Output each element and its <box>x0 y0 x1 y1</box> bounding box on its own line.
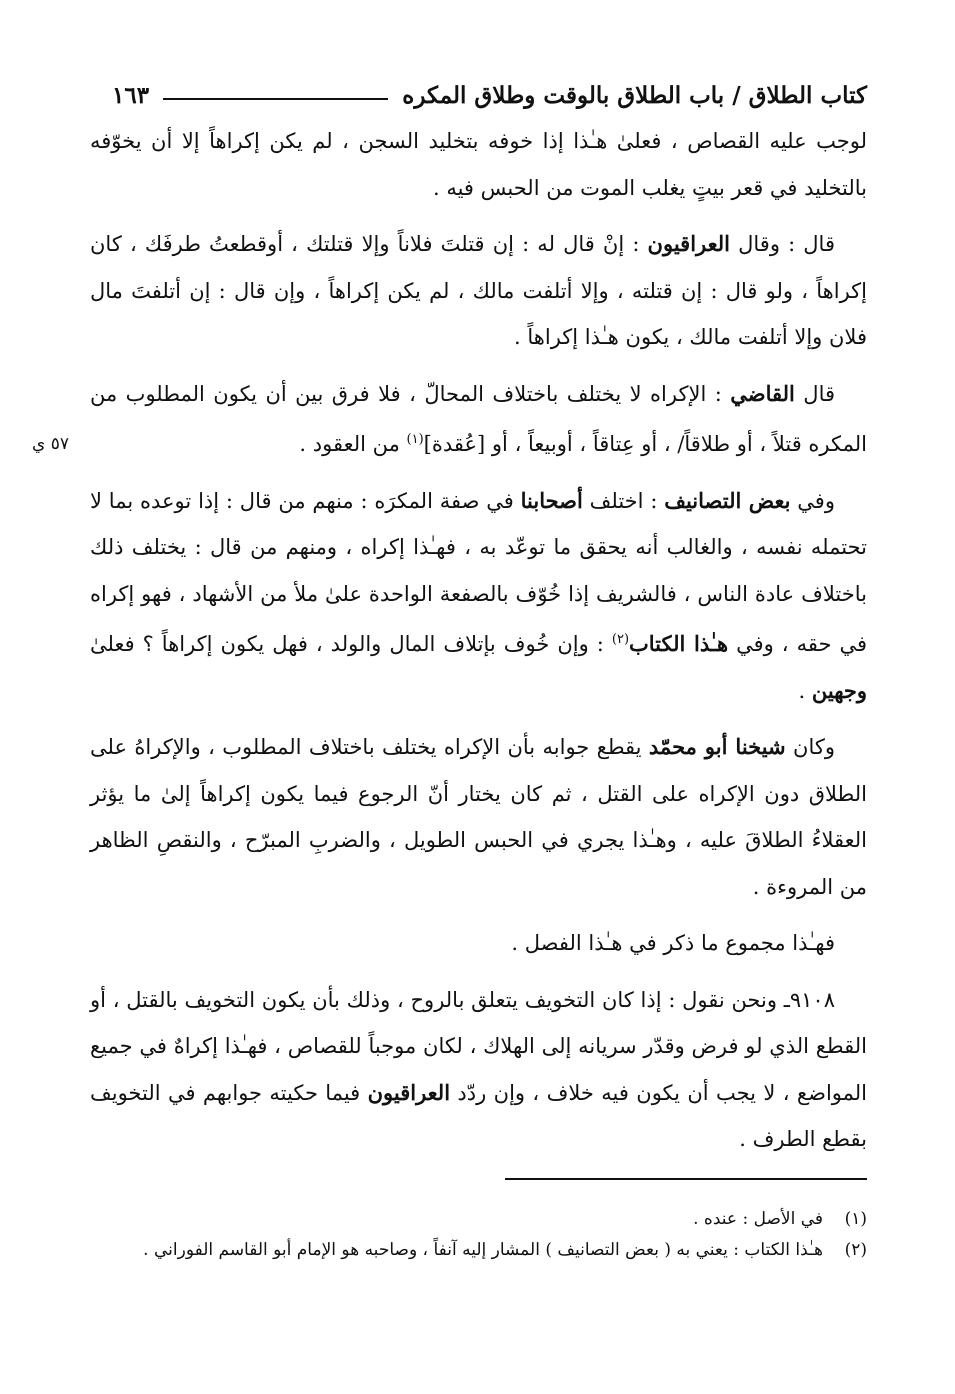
text-run: في صفة المكرَه : منهم من قال : إذا توعده بما لا تحتمله نفسه ، والغالب أنه يحقق ما توعّد به ، فهـٰذا إكراه ، ومنهم من قال : يختلف ذلك باختلاف عادة الناس ، فالشريف إذا خُوّف بالصفعة الواحدة علىٰ ملأ من الأشهاد ، فهو إكراه في حقه ، وفي <box>90 488 867 656</box>
text-run: قال : وقال <box>729 232 835 256</box>
footnote-marker: (٢) <box>611 632 630 647</box>
bold-term: بعض التصانيف <box>664 487 791 513</box>
footnote-marker: (١) <box>406 432 424 447</box>
main-text <box>90 118 867 1173</box>
paragraph <box>90 371 867 468</box>
footnote-separator <box>505 1178 867 1180</box>
text-run: فهـٰذا مجموع ما ذكر في هـٰذا الفصل . <box>511 931 835 955</box>
bold-term: شيخنا أبو محمّد <box>648 734 786 759</box>
bold-term: القاضي <box>730 380 795 406</box>
header-rule <box>163 98 388 100</box>
paragraph <box>90 724 867 910</box>
paragraph <box>90 478 867 715</box>
paragraph <box>90 977 867 1163</box>
text-run: : اختلف <box>582 488 665 513</box>
footnote-number: (٢) <box>844 1240 867 1260</box>
footnotes <box>90 1204 867 1266</box>
footnote-text: في الأصل : عنده . <box>693 1209 823 1229</box>
paragraph <box>90 920 867 967</box>
running-header <box>112 78 867 112</box>
text-run: لوجب عليه القصاص ، فعلىٰ هـٰذا إذا خوفه بتخليد السجن ، لم يكن إكراهاً إلا أن يخوّفه بالتخليد في قعر بيتٍ يغلب الموت من الحبس فيه . <box>90 129 867 200</box>
text-run: وفي <box>790 488 835 513</box>
header-title: كتاب الطلاق / باب الطلاق بالوقت وطلاق المكره <box>402 81 867 109</box>
text-run: قال <box>794 381 836 406</box>
text-run: من العقود . <box>299 432 407 456</box>
margin-reference: ٥٧ ي <box>32 434 69 454</box>
paragraph <box>90 221 867 361</box>
bold-term: العراقيون <box>367 1079 451 1105</box>
page-number: ١٦٣ <box>112 81 150 109</box>
text-run: وكان <box>785 735 835 759</box>
text-run: : الإكراه لا يختلف باختلاف المحالّ ، فلا فرق بين أن يكون المطلوب من المكره قتلاً ، أو طلاقاً/ ، أو عِتاقاً ، أوبيعاً ، أو [عُقدة] <box>90 381 867 456</box>
paragraph <box>90 118 867 211</box>
bold-term: وجهين <box>811 677 867 703</box>
bold-term: العراقيون <box>647 231 730 256</box>
text-run: : إنْ قال له : إن قتلتَ فلاناً وإلا قتلتك ، أوقطعتُ طرفَك ، كان إكراهاً ، ولو قال : إن قتلته ، وإلا أتلفت مالك ، لم يكن إكراهاً ، وإن قال : إن أتلفتَ مال فلان وإلا أتلفت مالك ، يكون هـٰذا إكراهاً . <box>90 232 867 349</box>
text-run: . <box>798 678 812 703</box>
footnote <box>90 1235 867 1266</box>
bold-term: هـٰذا الكتاب <box>629 631 729 656</box>
text-run: فيما حكيته جوابهم في التخويف بقطع الطرف . <box>90 1080 867 1151</box>
footnote <box>90 1204 867 1235</box>
footnote-number: (١) <box>844 1209 867 1229</box>
footnote-text: هـٰذا الكتاب : يعني به ( بعض التصانيف ) المشار إليه آنفاً ، وصاحبه هو الإمام أبو القاسم الفوراني . <box>143 1240 823 1260</box>
text-run: ٩١٠٨ـ ونحن نقول : إذا كان التخويف يتعلق بالروح ، وذلك بأن يكون التخويف بالقتل ، أو القطع الذي لو فرض وقدّر سريانه إلى الهلاك ، لكان موجباً للقصاص ، فهـٰذا إكراهٌ في جميع المواضع ، لا يجب أن يكون فيه خلاف ، وإن ردّد <box>90 987 867 1105</box>
text-run: : وإن خُوف بإتلاف المال والولد ، فهل يكون إكراهاً ؟ فعلىٰ <box>90 632 612 656</box>
text-run: يقطع جوابه بأن الإكراه يختلف باختلاف المطلوب ، والإكراهُ على الطلاق دون الإكراه على القتل ، ثم كان يختار أنّ الرجوع فيما يكون إكراهاً إلىٰ ما يؤثر العقلاءُ الطلاقَ عليه ، وهـٰذا يجري في الحبس الطويل ، والضربِ المبرّح ، والنقصِ الظاهر من المروءة . <box>90 735 867 899</box>
bold-term: أصحابنا <box>520 487 583 513</box>
